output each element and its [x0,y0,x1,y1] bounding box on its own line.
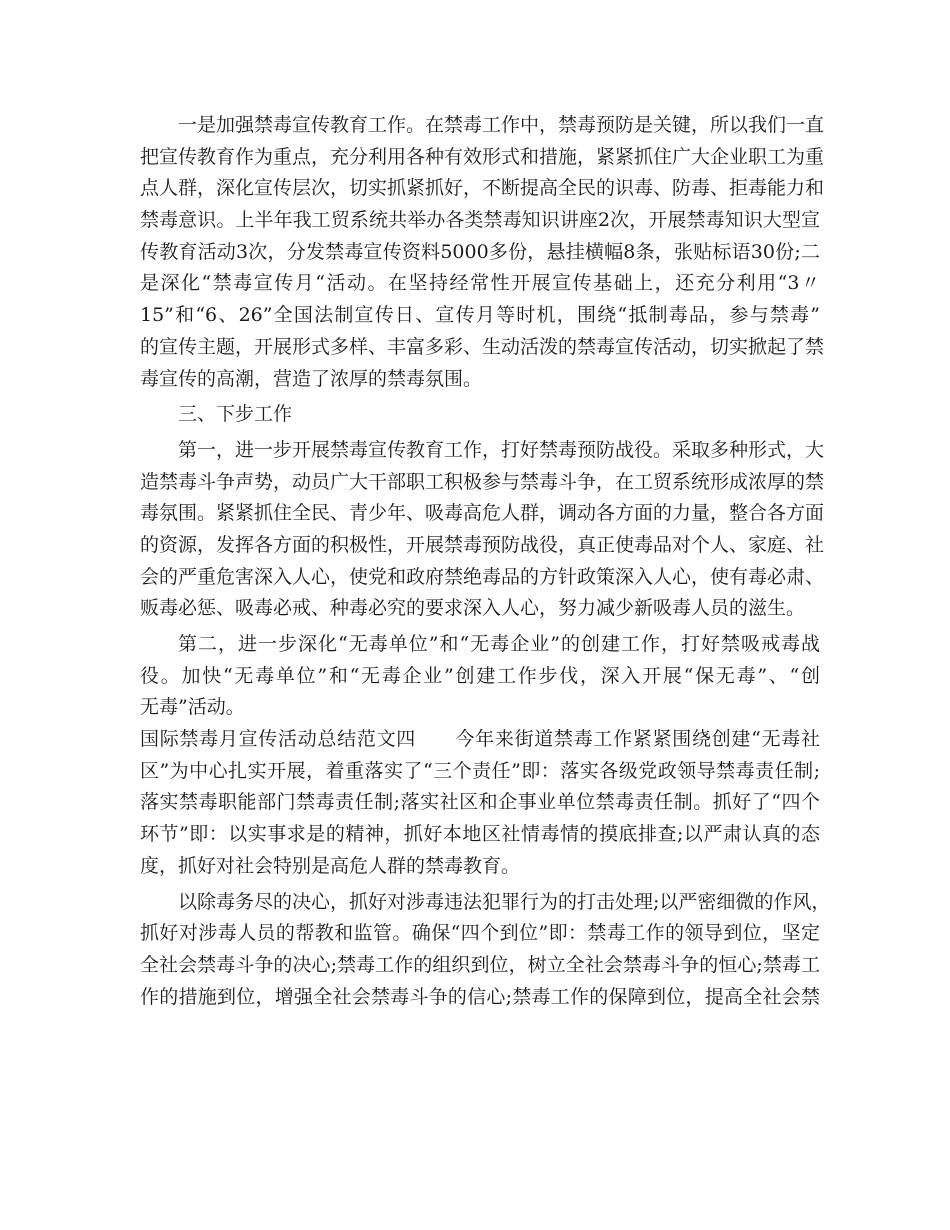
paragraph-line: 的宣传主题，开展形式多样、丰富多彩、生动活泼的禁毒宣传活动，切实掀起了禁 [140,335,825,358]
paragraph-line: 把宣传教育作为重点，充分利用各种有效形式和措施，紧紧抓住广大企业职工为重 [140,145,825,168]
paragraph-line: 造禁毒斗争声势，动员广大干部职工积极参与禁毒斗争，在工贸系统形成浓厚的禁 [140,470,825,493]
paragraph-line: 环节”即：以实事求是的精神，抓好本地区社情毒情的摸底排查;以严肃认真的态 [140,823,820,846]
paragraph-line: 禁毒意识。上半年我工贸系统共举办各类禁毒知识讲座2次，开展禁毒知识大型宣 [140,209,820,232]
paragraph-line: 度，抓好对社会特别是高危人群的禁毒教育。 [140,854,521,877]
paragraph-line: 区”为中心扎实开展，着重落实了“三个责任”即：落实各级党政领导禁毒责任制; [140,759,820,782]
paragraph-line: 毒宣传的高潮，营造了浓厚的禁毒氛围。 [140,367,483,390]
paragraph-line: 毒氛围。紧紧抓住全民、青少年、吸毒高危人群，调动各方面的力量，整合各方面 [140,502,825,525]
paragraph-line: 点人群，深化宣传层次，切实抓紧抓好，不断提高全民的识毒、防毒、拒毒能力和 [140,177,825,200]
paragraph-line: 作的措施到位，增强全社会禁毒斗争的信心;禁毒工作的保障到位，提高全社会禁 [140,985,820,1008]
paragraph-line: 以除毒务尽的决心，抓好对涉毒违法犯罪行为的打击处理;以严密细微的作风， [178,890,831,913]
paragraph-line: 国际禁毒月宣传活动总结范文四 今年来街道禁毒工作紧紧围绕创建“无毒社 [140,728,820,751]
paragraph-line: 会的严重危害深入人心，使党和政府禁绝毒品的方针政策深入人心，使有毒必肃、 [140,565,825,588]
section-heading: 三、下步工作 [178,403,293,426]
paragraph-line: 无毒”活动。 [140,696,245,719]
paragraph-line: 第二，进一步深化“无毒单位”和“无毒企业”的创建工作，打好禁吸戒毒战 [178,633,820,655]
paragraph-line: 贩毒必惩、吸毒必戒、种毒必究的要求深入人心，努力减少新吸毒人员的滋生。 [140,597,806,620]
paragraph-line: 落实禁毒职能部门禁毒责任制;落实社区和企事业单位禁毒责任制。抓好了“四个 [140,791,820,814]
paragraph-line: 是深化“禁毒宣传月“活动。在坚持经常性开展宣传基础上，还充分利用“3〃 [140,272,820,295]
document-page [140,110,831,1013]
paragraph-line: 抓好对涉毒人员的帮教和监管。确保“四个到位”即：禁毒工作的领导到位，坚定 [140,922,820,945]
paragraph-line: 役。加快“无毒单位”和“无毒企业”创建工作步伐，深入开展“保无毒”、“创 [140,664,820,687]
paragraph-line: 的资源，发挥各方面的积极性，开展禁毒预防战役，真正使毒品对个人、家庭、社 [140,533,825,556]
paragraph-line: 一是加强禁毒宣传教育工作。在禁毒工作中，禁毒预防是关键，所以我们一直 [178,114,825,136]
paragraph-line: 15”和“6、26”全国法制宣传日、宣传月等时机，围绕“抵制毒品，参与禁毒” [140,304,820,327]
paragraph-line: 全社会禁毒斗争的决心;禁毒工作的组织到位，树立全社会禁毒斗争的恒心;禁毒工 [140,953,820,976]
paragraph-line: 传教育活动3次，分发禁毒宣传资料5000多份，悬挂横幅8条，张贴标语30份;二 [140,240,820,263]
paragraph-line: 第一，进一步开展禁毒宣传教育工作，打好禁毒预防战役。采取多种形式，大 [178,438,825,461]
